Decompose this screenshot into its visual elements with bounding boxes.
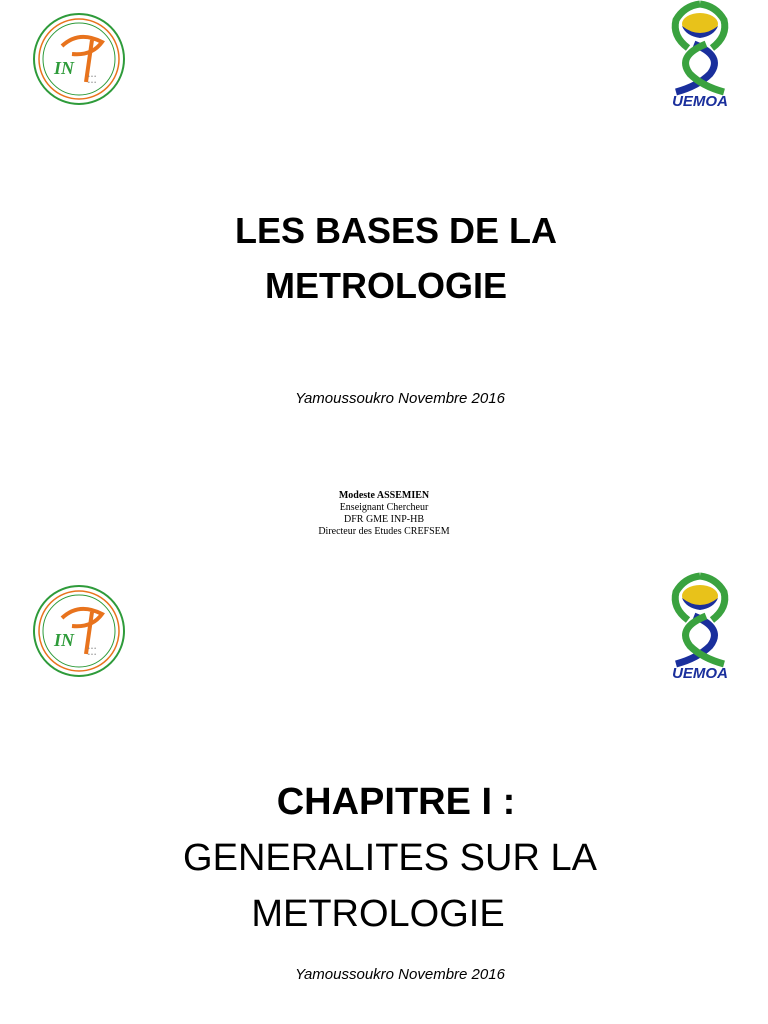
svg-text:IN: IN: [54, 630, 75, 650]
svg-text:• • •: • • •: [88, 646, 97, 652]
author-role: Enseignant Chercheur: [339, 502, 429, 513]
svg-text:• • •: • • •: [88, 74, 97, 80]
chapter-label: CHAPITRE I :: [276, 781, 516, 823]
title-line-2: METROLOGIE: [265, 265, 507, 306]
chapter-title-line-1: GENERALITES SUR LA: [183, 837, 597, 879]
inp-hb-logo: [32, 584, 126, 678]
svg-text:IN: IN: [54, 58, 75, 78]
title-line-1: LES BASES DE LA: [234, 210, 558, 251]
slide-2: [0, 576, 768, 1024]
svg-text:UEMOA: UEMOA: [672, 93, 728, 110]
svg-text:• • •: • • •: [88, 652, 97, 658]
author-block: [0, 490, 768, 538]
uemoa-logo: [654, 572, 746, 682]
author-name: Modeste ASSEMIEN: [338, 490, 430, 501]
chapter-title-line-2: METROLOGIE: [251, 893, 505, 935]
author-position: Directeur des Etudes CREFSEM: [318, 526, 450, 537]
slide-date: Yamoussoukro Novembre 2016: [295, 390, 505, 407]
svg-text:UEMOA: UEMOA: [672, 665, 728, 682]
author-dept: DFR GME INP-HB: [343, 514, 424, 525]
inp-hb-logo: [32, 12, 126, 106]
svg-text:• • •: • • •: [88, 80, 97, 86]
uemoa-logo: [654, 0, 746, 110]
slide-date: Yamoussoukro Novembre 2016: [295, 966, 505, 983]
